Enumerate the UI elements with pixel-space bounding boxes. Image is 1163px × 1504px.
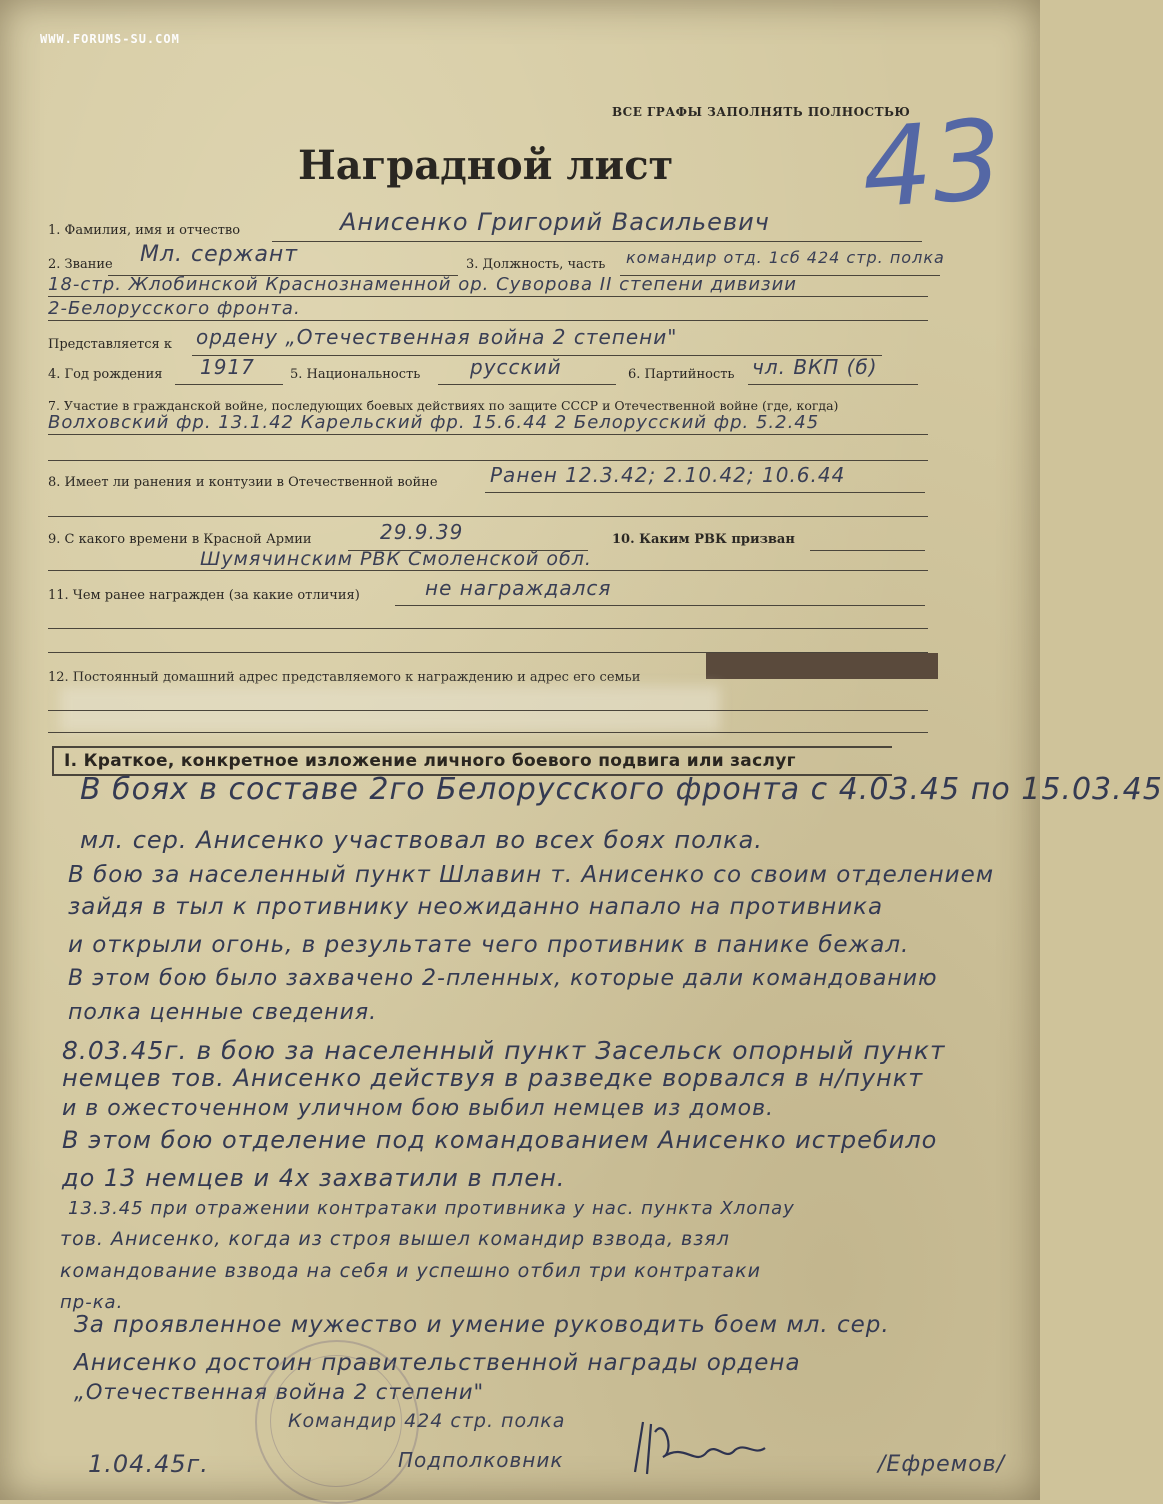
field-7-rule-1	[48, 434, 928, 435]
field-1-value: Анисенко Григорий Васильевич	[340, 208, 770, 236]
field-12-rule-1	[48, 710, 928, 711]
present-value: ордену „Отечественная война 2 степени"	[196, 325, 678, 349]
unit-line-2: 2-Белорусского фронта.	[48, 298, 301, 319]
narrative-line: В этом бою отделение под командованием Анисенко истребило	[62, 1126, 938, 1154]
commander-line-2: Подполковник	[398, 1448, 564, 1472]
field-3-label: 3. Должность, часть	[466, 257, 606, 272]
section-left-rule	[52, 746, 54, 774]
field-10-line	[810, 550, 925, 551]
field-8-line	[485, 492, 925, 493]
signature-date: 1.04.45г.	[88, 1450, 209, 1478]
field-9-value: 29.9.39	[380, 520, 464, 544]
field-11-rule-1	[48, 628, 928, 629]
narrative-line: „Отечественная война 2 степени"	[74, 1380, 485, 1404]
narrative-line: зайдя в тыл к противнику неожиданно напало на противника	[68, 894, 884, 920]
narrative-line: и в ожесточенном уличном бою выбил немцев из домов.	[62, 1096, 775, 1121]
watermark: WWW.FORUMS-SU.COM	[40, 32, 180, 46]
field-11-label: 11. Чем ранее награжден (за какие отличия)	[48, 588, 360, 603]
section-title: I. Краткое, конкретное изложение личного боевого подвига или заслуг	[64, 751, 796, 771]
narrative-line: до 13 немцев и 4х захватили в плен.	[62, 1164, 566, 1192]
narrative-line: Анисенко достоин правительственной награды ордена	[74, 1350, 801, 1376]
field-4-line	[175, 384, 283, 385]
commander-name: /Ефремов/	[878, 1452, 1006, 1477]
field-1-label: 1. Фамилия, имя и отчество	[48, 223, 241, 238]
field-11-line	[395, 605, 925, 606]
narrative-line: командование взвода на себя и успешно отбил три контратаки	[60, 1260, 761, 1282]
field-2-value: Мл. сержант	[140, 242, 299, 267]
field-4-label: 4. Год рождения	[48, 367, 163, 382]
field-8-rule	[48, 516, 928, 517]
narrative-line: В этом бою было захвачено 2-пленных, которые дали командованию	[68, 966, 938, 991]
narrative-line: пр-ка.	[60, 1292, 124, 1313]
field-5-label: 5. Национальность	[290, 367, 421, 382]
field-8-value: Ранен 12.3.42; 2.10.42; 10.6.44	[490, 463, 846, 487]
field-5-value: русский	[470, 355, 562, 379]
present-label: Представляется к	[48, 337, 172, 352]
field-5-line	[438, 384, 616, 385]
field-12-rule-2	[48, 732, 928, 733]
narrative-line: В бою за населенный пункт Шлавин т. Анисенко со своим отделением	[68, 862, 995, 888]
handwritten-signature	[625, 1412, 775, 1482]
field-9-label: 9. С какого времени в Красной Армии	[48, 532, 312, 547]
page-title: Наградной лист	[298, 142, 674, 189]
address-redaction	[706, 653, 938, 679]
unit-line-2-rule	[48, 320, 928, 321]
narrative-line: немцев тов. Анисенко действуя в разведке ворвался в н/пункт	[62, 1064, 924, 1092]
narrative-line: В боях в составе 2го Белорусского фронта с 4.03.45 по 15.03.45	[80, 772, 1163, 807]
narrative-line: За проявленное мужество и умение руководить боем мл. сер.	[74, 1312, 890, 1338]
unit-line-1: 18-стр. Жлобинской Краснознаменной ор. Суворова II степени дивизии	[48, 274, 797, 295]
narrative-line: 13.3.45 при отражении контратаки противника у нас. пункта Хлопау	[68, 1198, 795, 1219]
narrative-line: 8.03.45г. в бою за населенный пункт Засельск опорный пункт	[62, 1036, 946, 1065]
field-6-label: 6. Партийность	[628, 367, 735, 382]
field-7-label: 7. Участие в гражданской войне, последующих боевых действиях по защите СССР и Отечественной войне (где, когда)	[48, 398, 839, 413]
narrative-line: тов. Анисенко, когда из строя вышел командир взвода, взял	[60, 1228, 730, 1250]
field-6-line	[748, 384, 918, 385]
field-2-label: 2. Звание	[48, 257, 113, 272]
field-3-value: командир отд. 1сб 424 стр. полка	[626, 248, 945, 267]
field-7-rule-2	[48, 460, 928, 461]
section-top-rule	[52, 746, 892, 748]
field-12-label: 12. Постоянный домашний адрес представляемого к награждению и адрес его семьи	[48, 670, 641, 685]
field-7-value: Волховский фр. 13.1.42 Карельский фр. 15.6.44 2 Белорусский фр. 5.2.45	[48, 412, 820, 433]
address-blur	[60, 686, 720, 732]
field-10-value: Шумячинским РВК Смоленской обл.	[200, 548, 592, 570]
field-10-label: 10. Каким РВК призван	[612, 532, 795, 547]
narrative-line: мл. сер. Анисенко участвовал во всех боях полка.	[80, 826, 763, 854]
narrative-line: и открыли огонь, в результате чего противник в панике бежал.	[68, 932, 910, 958]
field-6-value: чл. ВКП (б)	[752, 355, 878, 379]
field-10-rule	[48, 570, 928, 571]
corner-number: 43	[857, 95, 1007, 233]
commander-line-1: Командир 424 стр. полка	[288, 1410, 566, 1432]
unit-line-1-rule	[48, 296, 928, 297]
header-note: ВСЕ ГРАФЫ ЗАПОЛНЯТЬ ПОЛНОСТЬЮ	[612, 105, 911, 119]
field-11-value: не награждался	[425, 576, 612, 600]
field-4-value: 1917	[200, 355, 255, 379]
narrative-line: полка ценные сведения.	[68, 1000, 378, 1025]
field-1-line	[272, 241, 922, 242]
field-8-label: 8. Имеет ли ранения и контузии в Отечественной войне	[48, 475, 438, 490]
